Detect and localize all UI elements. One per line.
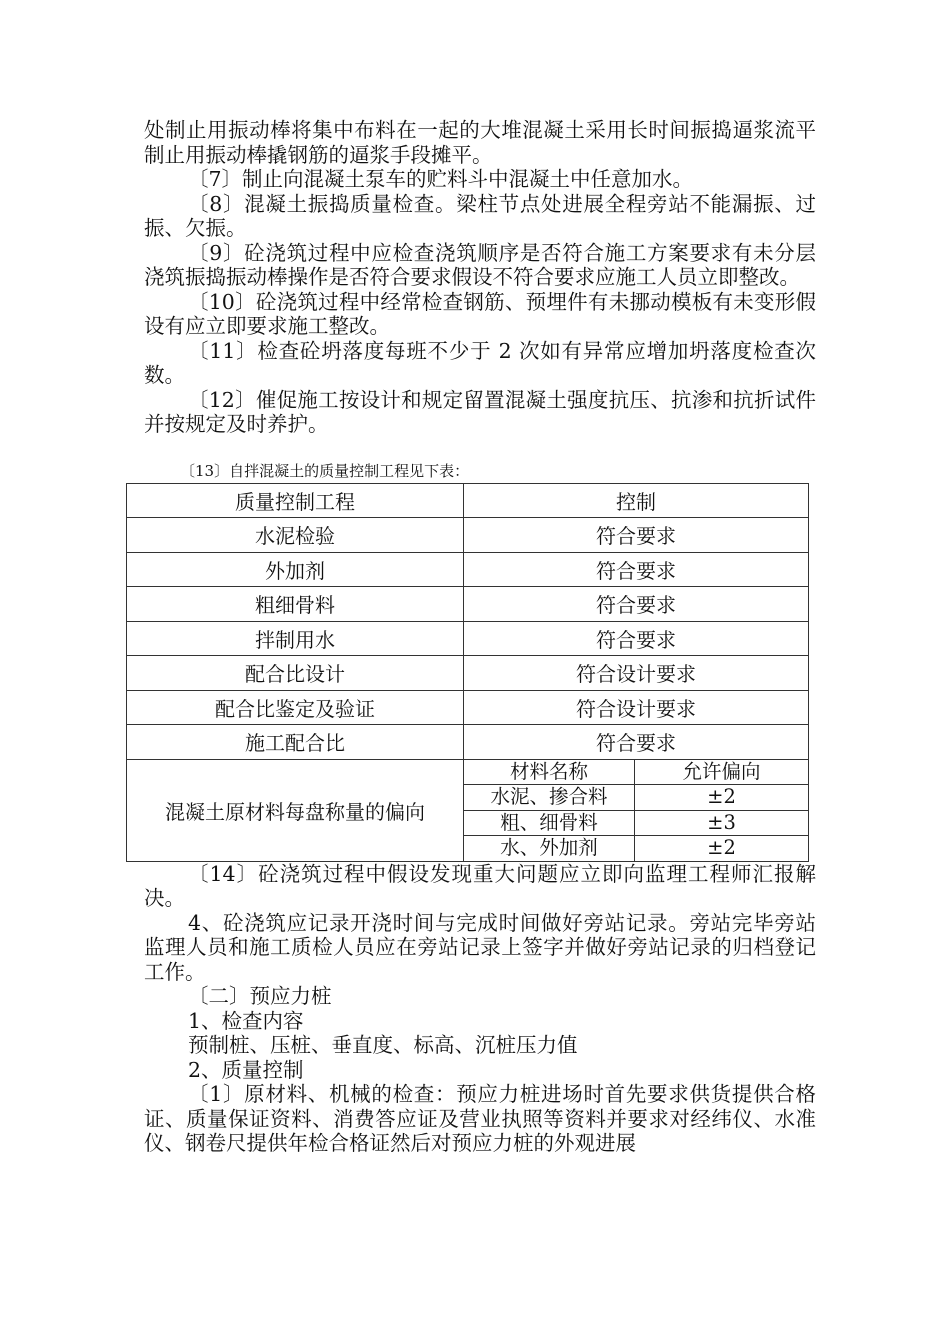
subtable-header-row (464, 760, 808, 785)
subtable-row (464, 810, 808, 836)
table-cell: 水泥检验 (127, 518, 464, 553)
table-cell: 配合比设计 (127, 656, 464, 691)
table-row (127, 518, 809, 553)
table-row (127, 552, 809, 587)
paragraph: 〔12〕催促施工按设计和规定留置混凝土强度抗压、抗渗和抗折试件并按规定及时养护。 (144, 387, 816, 436)
table-cell: 符合要求 (464, 587, 809, 622)
paragraph: 4、砼浇筑应记录开浇时间与完成时间做好旁站记录。旁站完毕旁站监理人员和施工质检人员应在旁站记录上签字并做好旁站记录的归档登记工作。 (144, 910, 816, 984)
paragraph: 处制止用振动棒将集中布料在一起的大堆混凝土采用长时间振捣逼浆流平制止用振动棒撬钢筋的逼浆手段摊平。 (144, 118, 816, 167)
subsection-heading: 1、检查内容 (188, 1008, 304, 1033)
paragraph: 〔1〕原材料、机械的检查：预应力桩进场时首先要求供货提供合格证、质量保证资料、消费答应证及营业执照等资料并要求对经纬仪、水准仪、钢卷尺提供年检合格证然后对预应力桩的外观进展 (144, 1082, 816, 1155)
subtable-row (464, 836, 808, 861)
table-row (127, 587, 809, 622)
table-header-cell: 质量控制工程 (127, 483, 464, 518)
subtable-cell: ±2 (635, 836, 809, 861)
table-row-weighing-deviation (127, 759, 809, 861)
table-cell: 配合比鉴定及验证 (127, 690, 464, 725)
subtable-header-cell: 材料名称 (464, 760, 635, 785)
table-cell: 符合要求 (464, 552, 809, 587)
paragraph: 〔11〕检查砼坍落度每班不少于 2 次如有异常应增加坍落度检查次数。 (144, 338, 816, 387)
subtable-cell: ±3 (635, 810, 809, 836)
table-row (127, 656, 809, 691)
table-cell: 符合要求 (464, 725, 809, 760)
table-row (127, 690, 809, 725)
table-caption: 〔13〕自拌混凝土的质量控制工程见下表： (180, 461, 470, 480)
subtable-row (464, 785, 808, 811)
paragraph: 〔9〕砼浇筑过程中应检查浇筑顺序是否符合施工方案要求有未分层浇筑振捣振动棒操作是否符合要求假设不符合要求应施工人员立即整改。 (144, 240, 816, 289)
subtable-cell: 水泥、掺合料 (464, 785, 635, 811)
table-cell: 拌制用水 (127, 621, 464, 656)
nested-table-cell (464, 759, 809, 861)
paragraph: 〔7〕制止向混凝土泵车的贮料斗中混凝土中任意加水。 (188, 167, 694, 191)
quality-control-table (126, 483, 809, 862)
subtable-header-cell: 允许偏向 (635, 760, 809, 785)
table-header-row (127, 483, 809, 518)
table-cell: 符合设计要求 (464, 690, 809, 725)
subtable-cell: 水、外加剂 (464, 836, 635, 861)
document-body (144, 118, 816, 1156)
table-cell: 混凝土原材料每盘称量的偏向 (127, 759, 464, 861)
table-cell: 符合要求 (464, 518, 809, 553)
table-cell: 粗细骨料 (127, 587, 464, 622)
table-row (127, 725, 809, 760)
table-cell: 符合要求 (464, 621, 809, 656)
deviation-subtable (464, 760, 808, 861)
table-cell: 外加剂 (127, 552, 464, 587)
subsection-heading: 2、质量控制 (188, 1057, 304, 1082)
paragraph: 预制桩、压桩、垂直度、标高、沉桩压力值 (188, 1033, 578, 1057)
table-cell: 符合设计要求 (464, 656, 809, 691)
paragraph: 〔8〕混凝土振捣质量检查。梁柱节点处进展全程旁站不能漏振、过振、欠振。 (144, 191, 816, 240)
table-cell: 施工配合比 (127, 725, 464, 760)
table-row (127, 621, 809, 656)
paragraph: 〔10〕砼浇筑过程中经常检查钢筋、预埋件有未挪动模板有未变形假设有应立即要求施工整改。 (144, 289, 816, 338)
subtable-cell: 粗、细骨料 (464, 810, 635, 836)
table-header-cell: 控制 (464, 483, 809, 518)
section-heading: 〔二〕预应力桩 (188, 984, 332, 1008)
paragraph: 〔14〕砼浇筑过程中假设发现重大问题应立即向监理工程师汇报解决。 (144, 861, 816, 910)
subtable-cell: ±2 (635, 785, 809, 811)
